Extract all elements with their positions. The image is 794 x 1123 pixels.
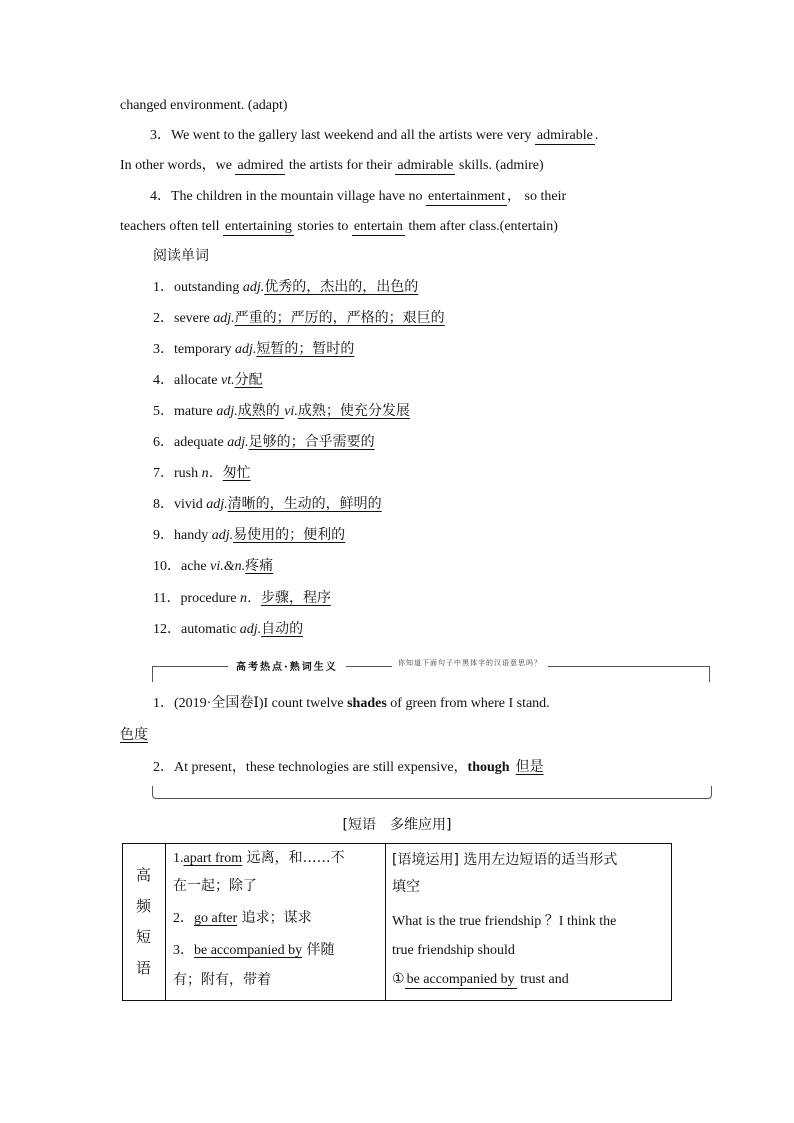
usage-instruction-line2: 填空 <box>392 879 420 895</box>
phrase-label-column <box>123 844 166 1000</box>
word-pos: adj. <box>211 528 234 543</box>
word-meaning: 疼痛 <box>245 558 274 574</box>
phrase-3-line1 <box>173 940 335 961</box>
word-meaning: 易使用的；便利的 <box>233 527 346 543</box>
item-4-line2-suffix: them after class.(entertain) <box>404 219 558 234</box>
word-term: handy <box>174 528 212 543</box>
word-term: vivid <box>174 497 207 512</box>
continued-line: changed environment. (adapt) <box>120 98 288 113</box>
word-item <box>153 308 445 329</box>
phrase-table <box>122 843 672 1001</box>
item-3-line2 <box>120 156 544 176</box>
item-4-line2-mid: stories to <box>293 219 352 234</box>
word-pos: adj. <box>216 404 238 419</box>
item-3-prefix: 3．We went to the gallery last weekend and all the artists were very <box>150 128 535 143</box>
item-4-blank-3: entertain <box>353 219 403 234</box>
word-meaning: 自动的 <box>261 621 304 637</box>
word-meaning: 足够的；合乎需要的 <box>248 434 375 450</box>
hot-item-1 <box>153 694 550 714</box>
word-item <box>153 525 345 546</box>
usage-blank-num: ① <box>392 972 405 987</box>
word-pos: adj. <box>213 311 235 326</box>
word-item <box>153 494 382 515</box>
phrase-3-num: 3． <box>173 943 194 958</box>
item-4-line2-prefix: teachers often tell <box>120 219 224 234</box>
phrase-1-num: 1. <box>173 851 184 866</box>
item-4-blank-1: entertainment <box>428 189 506 204</box>
word-meaning: 优秀的，杰出的，出色的 <box>264 279 419 295</box>
word-item <box>153 277 418 298</box>
word-item <box>153 370 263 391</box>
hot-item-2-prefix: 2．At present，these technologies are still expensive， <box>153 760 468 775</box>
usage-instruction-line1 <box>392 850 617 870</box>
word-num: 2． <box>153 311 174 326</box>
phrase-1-line2: 在一起；除了 <box>173 878 257 894</box>
item-3-suffix: . <box>594 128 599 143</box>
usage-blank-answer: be accompanied by <box>406 972 515 987</box>
word-term: ache <box>181 559 211 574</box>
word-term: allocate <box>174 373 222 388</box>
word-pos: vi.&n. <box>210 559 246 574</box>
word-item <box>153 588 331 609</box>
word-term: automatic <box>181 622 240 637</box>
word-item <box>153 619 303 640</box>
word-num: 10． <box>153 559 181 574</box>
hot-item-2-bold: though <box>467 760 510 775</box>
word-meaning: 步骤，程序 <box>260 590 331 606</box>
phrase-2-phrase: go after <box>194 911 238 926</box>
word-term: procedure <box>180 591 240 606</box>
usage-instruction-a: 选用左边短语的适当形式 <box>458 852 618 868</box>
hot-topic-banner <box>152 652 710 684</box>
item-4-prefix: 4．The children in the mountain village have no <box>150 189 427 204</box>
label-char: 语 <box>136 959 152 977</box>
phrase-2 <box>173 908 312 929</box>
item-4-line2 <box>120 217 558 237</box>
word-pos: adj. <box>227 435 249 450</box>
word-pos: adj. <box>242 280 265 295</box>
word-num: 4． <box>153 373 174 388</box>
word-meaning: 成熟的 <box>237 403 285 419</box>
word-term: mature <box>174 404 217 419</box>
word-num: 8． <box>153 497 174 512</box>
hot-item-2 <box>153 757 544 778</box>
word-item <box>153 401 410 422</box>
word-term: outstanding <box>174 280 243 295</box>
item-4-blank-2: entertaining <box>225 219 292 234</box>
word-meaning: 短暂的；暂时的 <box>256 341 355 357</box>
item-3-line2-prefix: In other words，we <box>120 158 236 173</box>
phrase-section-heading: [短语 多维应用] <box>342 817 452 833</box>
item-3-blank-3: admirable <box>397 158 454 173</box>
hot-topic-title: 高考热点·熟词生义 <box>228 658 346 673</box>
hot-item-1-prefix: 1．(2019·全国卷Ⅰ)I count twelve <box>153 696 348 711</box>
usage-tag: [语境运用] <box>392 852 459 868</box>
phrase-1-phrase: apart from <box>183 851 243 866</box>
phrase-3-phrase: be accompanied by <box>194 943 303 958</box>
word-num: 7． <box>153 466 174 481</box>
item-3-line2-suffix: skills. (admire) <box>455 158 544 173</box>
hot-topic-bottom-bracket <box>152 786 712 799</box>
word-pos: adj. <box>235 342 257 357</box>
hot-topic-hint: 你知道下面句子中黑体字的汉语意思吗？ <box>392 658 548 668</box>
phrase-1-line1 <box>173 848 345 869</box>
word-pos-2: vi. <box>284 404 298 419</box>
word-item <box>153 339 354 360</box>
word-item <box>153 556 273 577</box>
phrase-3-line2: 有；附有，带着 <box>173 972 271 988</box>
banner-left-tick <box>152 666 153 682</box>
word-pos: n． <box>239 591 261 606</box>
word-item <box>153 463 251 484</box>
usage-question-line2: true friendship should <box>392 943 515 958</box>
item-3-line1 <box>150 126 598 146</box>
item-3-line2-mid: the artists for their <box>285 158 396 173</box>
word-meaning: 分配 <box>234 372 263 388</box>
item-3-blank-1: admirable <box>536 128 593 143</box>
word-term: rush <box>174 466 202 481</box>
item-4-suffix: ， so their <box>507 189 567 204</box>
word-term: severe <box>174 311 214 326</box>
word-num: 11． <box>153 591 181 606</box>
phrase-2-meaning: 追求；谋求 <box>237 910 312 926</box>
word-meaning: 严重的；严厉的，严格的；艰巨的 <box>234 310 445 326</box>
hot-item-1-bold: shades <box>347 696 387 711</box>
reading-words-heading: 阅读单词 <box>153 248 209 264</box>
label-char: 短 <box>136 928 152 946</box>
word-num: 5． <box>153 404 174 419</box>
banner-right-tick <box>709 666 710 682</box>
word-item <box>153 432 375 453</box>
label-char: 频 <box>136 897 152 915</box>
phrase-list-column <box>166 844 386 1000</box>
item-3-blank-2: admired <box>237 158 284 173</box>
usage-question-suffix: trust and <box>516 972 569 987</box>
word-num: 12． <box>153 622 181 637</box>
word-term: adequate <box>174 435 228 450</box>
word-meaning: 清晰的，生动的，鲜明的 <box>227 496 382 512</box>
word-pos: adj. <box>239 622 262 637</box>
word-num: 6． <box>153 435 174 450</box>
phrase-1-meaning-a: 远离，和……不 <box>242 850 345 866</box>
word-num: 3． <box>153 342 174 357</box>
phrase-3-meaning-a: 伴随 <box>302 942 335 958</box>
hot-item-2-answer: 但是 <box>515 759 544 775</box>
word-pos: n． <box>201 466 223 481</box>
word-meaning-2: 成熟；使充分发展 <box>297 403 410 419</box>
usage-question-line1: What is the true friendship ？I think the <box>392 914 617 929</box>
word-pos: adj. <box>206 497 228 512</box>
usage-question-line3 <box>392 970 569 990</box>
hot-item-1-suffix: of green from where I stand. <box>386 696 550 711</box>
phrase-2-num: 2． <box>173 911 194 926</box>
item-4-line1 <box>150 187 566 207</box>
word-pos: vt. <box>221 373 235 388</box>
context-usage-column <box>386 844 671 1000</box>
word-term: temporary <box>174 342 236 357</box>
word-num: 1． <box>153 280 174 295</box>
label-char: 高 <box>136 866 152 884</box>
hot-item-1-answer: 色度 <box>120 727 148 743</box>
word-meaning: 匆忙 <box>222 465 251 481</box>
word-num: 9． <box>153 528 174 543</box>
